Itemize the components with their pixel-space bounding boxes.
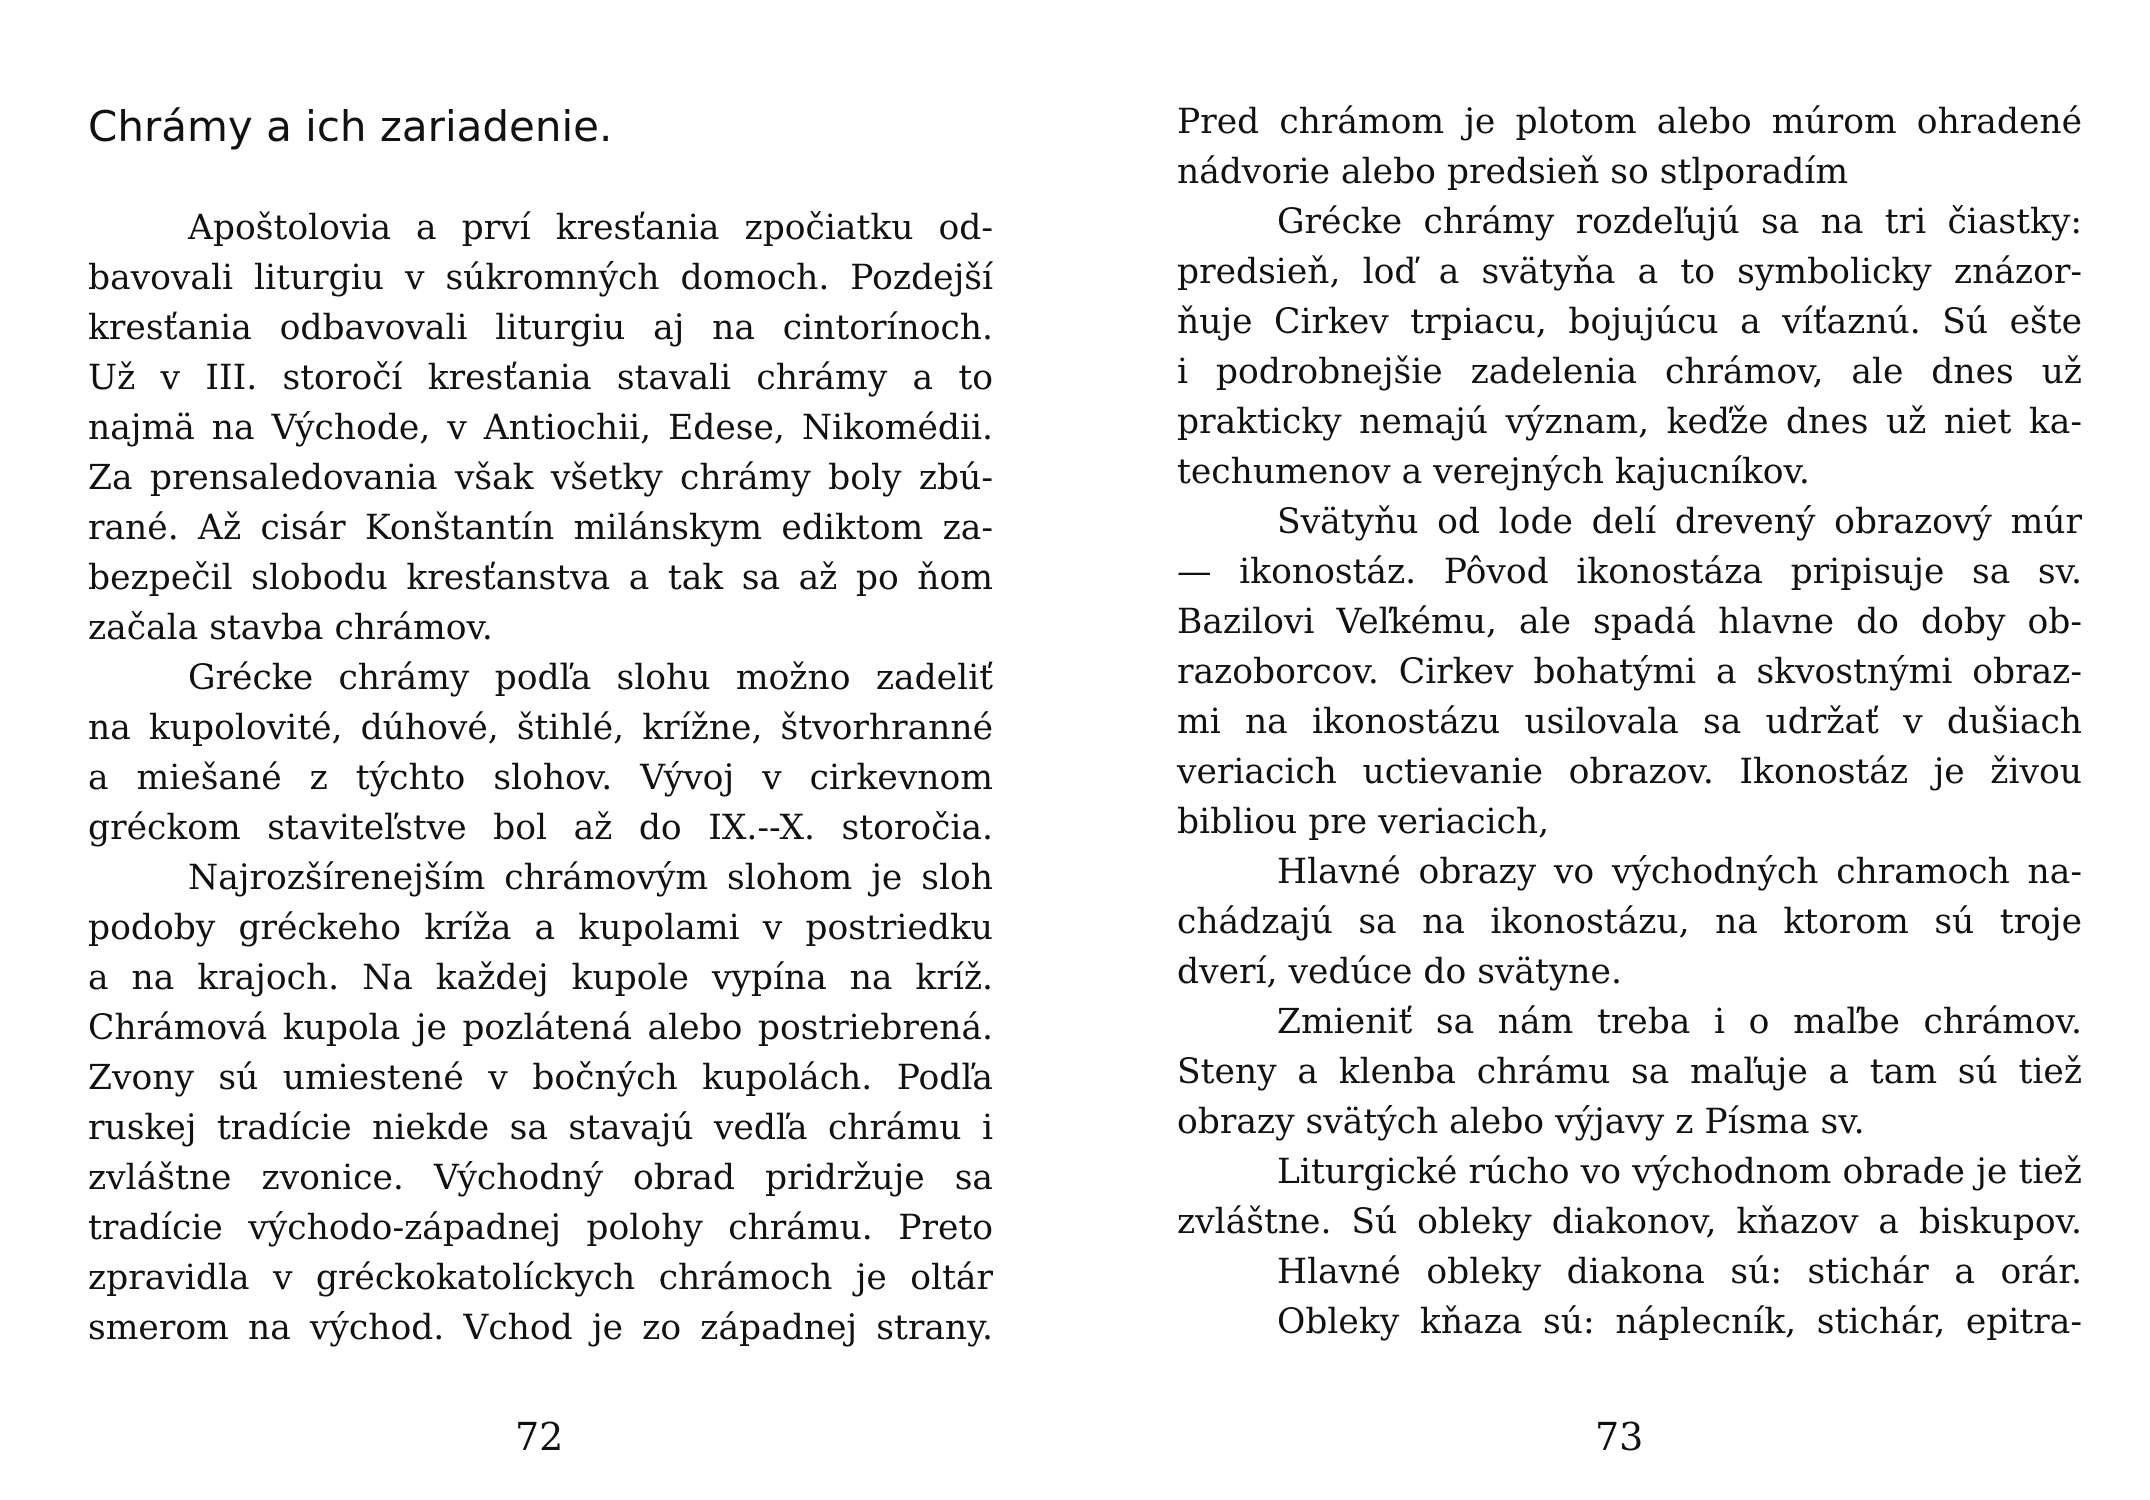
text-line: Bazilovi Veľkému, ale spadá hlavne do doby ob- <box>1177 602 2082 642</box>
text-line: mi na ikonostázu usilovala sa udržať v dušiach <box>1177 702 2082 742</box>
text-line: ňuje Cirkev trpiacu, bojujúcu a víťaznú. Sú ešte <box>1177 302 2082 342</box>
text-line: tradície východo-západnej polohy chrámu. Preto <box>88 1208 993 1248</box>
text-line: gréckom staviteľstve bol až do IX.--X. storočia. <box>88 808 993 848</box>
text-line: zpravidla v gréckokatolíckych chrámoch je oltár <box>88 1258 993 1298</box>
text-line: — ikonostáz. Pôvod ikonostáza pripisuje sa sv. <box>1177 552 2082 592</box>
right-page <box>1075 0 2150 1500</box>
text-line: veriacich uctievanie obrazov. Ikonostáz je živou <box>1177 752 2082 792</box>
text-line: Grécke chrámy podľa slohu možno zadeliť <box>188 658 993 698</box>
text-line: i podrobnejšie zadelenia chrámov, ale dnes už <box>1177 352 2082 392</box>
text-line: Hlavné obrazy vo východných chramoch na- <box>1277 852 2082 892</box>
text-line: techumenov a verejných kajucníkov. <box>1177 452 1810 492</box>
text-line: Grécke chrámy rozdeľujú sa na tri čiastky: <box>1277 202 2082 242</box>
text-line: a na krajoch. Na každej kupole vypína na kríž. <box>88 958 993 998</box>
text-line: začala stavba chrámov. <box>88 608 493 648</box>
text-line: razoborcov. Cirkev bohatými a skvostnými obraz- <box>1177 652 2082 692</box>
text-line: Najrozšírenejším chrámovým slohom je sloh <box>188 858 993 898</box>
text-line: bibliou pre veriacich, <box>1177 802 1550 842</box>
text-line: zvláštne. Sú obleky diakonov, kňazov a biskupov. <box>1177 1202 2082 1242</box>
text-line: Zmieniť sa nám treba i o maľbe chrámov. <box>1277 1002 2082 1042</box>
text-line: nádvorie alebo predsieň so stlporadím <box>1177 152 1849 192</box>
text-line: Už v III. storočí kresťania stavali chrámy a to <box>88 358 993 398</box>
text-line: prakticky nemajú význam, keďže dnes už niet ka- <box>1177 402 2082 442</box>
text-line: podoby gréckeho kríža a kupolami v postriedku <box>88 908 993 948</box>
text-line: Pred chrámom je plotom alebo múrom ohradené <box>1177 102 2082 142</box>
text-line: Liturgické rúcho vo východnom obrade je tiež <box>1277 1152 2082 1192</box>
text-line: Svätyňu od lode delí drevený obrazový múr <box>1277 502 2082 542</box>
text-line: Zvony sú umiestené v bočných kupolách. Podľa <box>88 1058 993 1098</box>
text-line: bezpečil slobodu kresťanstva a tak sa až po ňom <box>88 558 993 598</box>
text-line: Steny a klenba chrámu sa maľuje a tam sú tiež <box>1177 1052 2082 1092</box>
text-line: predsieň, loď a svätyňa a to symbolicky znázor- <box>1177 252 2082 292</box>
text-line: Chrámová kupola je pozlátená alebo postriebrená. <box>88 1008 993 1048</box>
left-page-text <box>88 203 993 1353</box>
text-line: zvláštne zvonice. Východný obrad pridržuje sa <box>88 1158 993 1198</box>
text-line: rané. Až cisár Konštantín milánskym ediktom za- <box>88 508 993 548</box>
text-line: a miešané z týchto slohov. Vývoj v cirkevnom <box>88 758 993 798</box>
text-line: bavovali liturgiu v súkromných domoch. Pozdejší <box>88 258 993 298</box>
right-page-text <box>1177 97 2082 1347</box>
text-line: ruskej tradície niekde sa stavajú vedľa chrámu i <box>88 1108 993 1148</box>
text-line: Hlavné obleky diakona sú: stichár a orár. <box>1277 1252 2082 1292</box>
chapter-heading: Chrámy a ich zariadenie. <box>88 102 613 151</box>
text-line: najmä na Východe, v Antiochii, Edese, Nikomédii. <box>88 408 993 448</box>
text-line: kresťania odbavovali liturgiu aj na cintorínoch. <box>88 308 993 348</box>
text-line: Apoštolovia a prví kresťania zpočiatku od- <box>188 208 993 248</box>
text-line: Za prensaledovania však všetky chrámy boly zbú- <box>88 458 993 498</box>
text-line: chádzajú sa na ikonostázu, na ktorom sú troje <box>1177 902 2082 942</box>
text-line: obrazy svätých alebo výjavy z Písma sv. <box>1177 1102 1865 1142</box>
text-line: smerom na východ. Vchod je zo západnej strany. <box>88 1308 993 1348</box>
page-number: 73 <box>1595 1415 1644 1459</box>
text-line: Obleky kňaza sú: náplecník, stichár, epitra- <box>1277 1302 2082 1342</box>
page-number: 72 <box>515 1415 564 1459</box>
text-line: na kupolovité, dúhové, štihlé, krížne, štvorhranné <box>88 708 993 748</box>
text-line: dverí, vedúce do svätyne. <box>1177 952 1622 992</box>
